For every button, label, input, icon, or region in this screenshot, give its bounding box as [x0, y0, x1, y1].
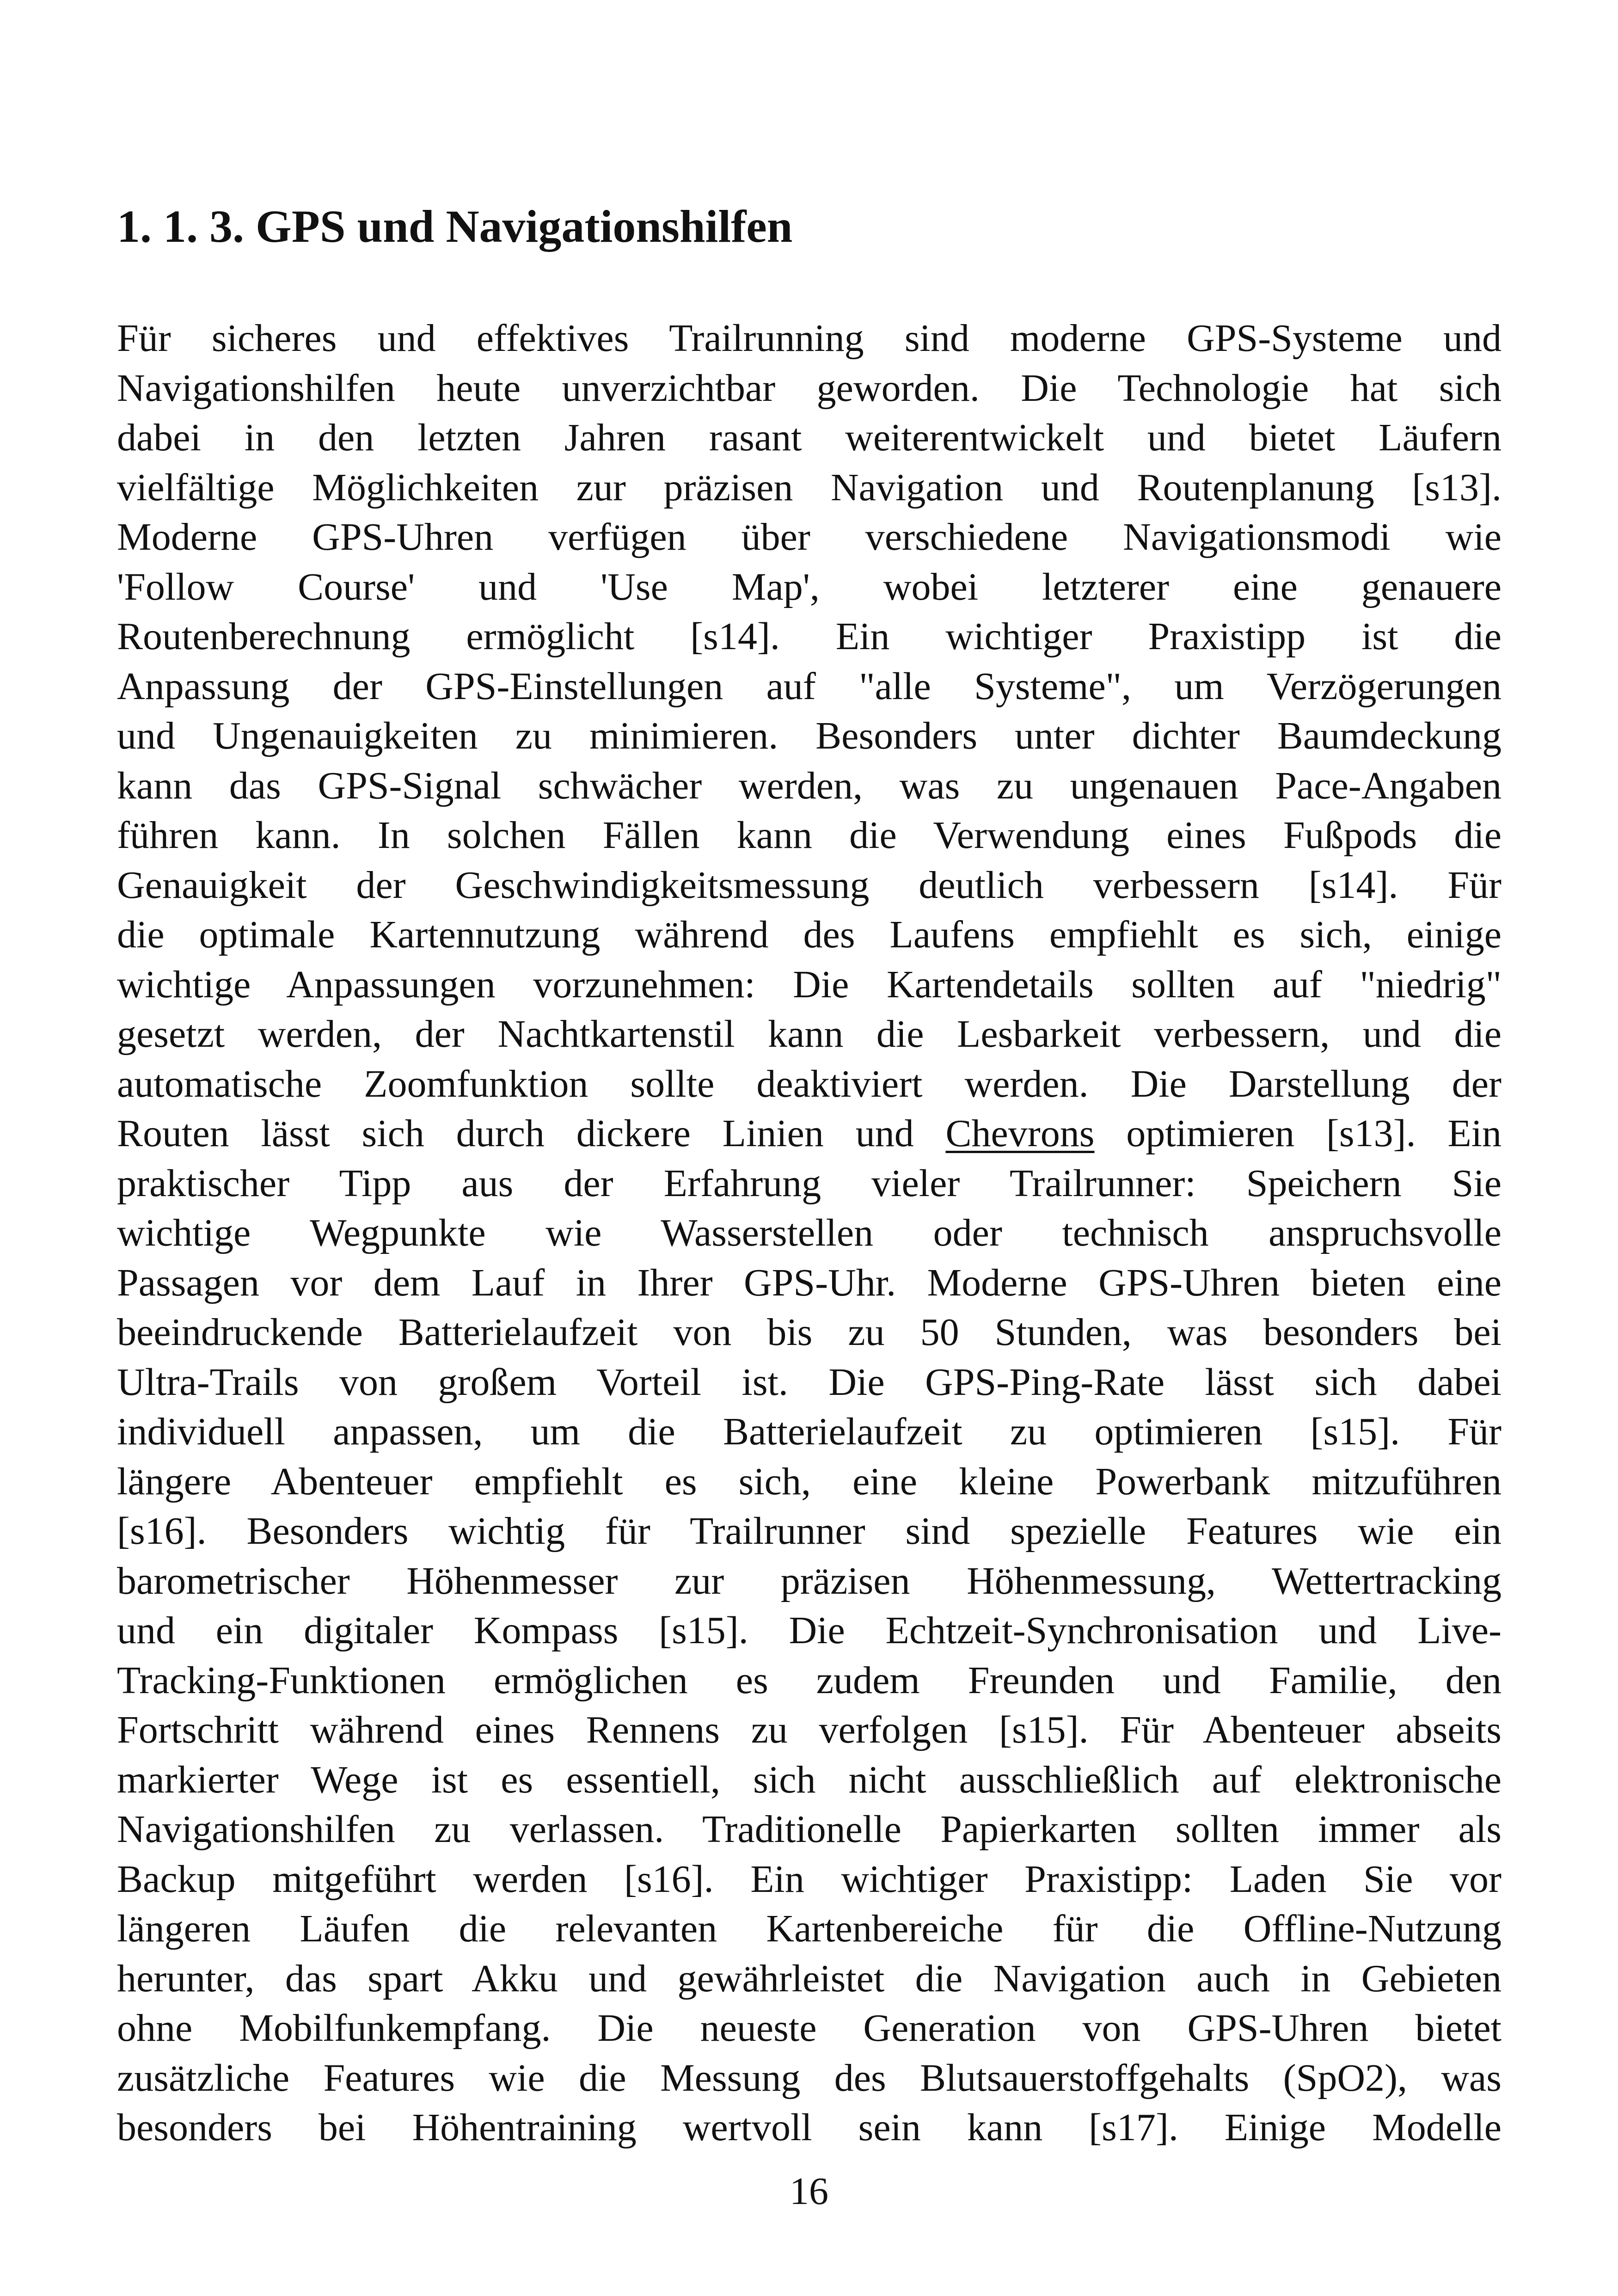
section-heading: 1. 1. 3. GPS und Navigationshilfen	[117, 201, 793, 252]
text-line: Navigationshilfen heute unverzichtbar geworden. Die Technologie hat sich	[117, 366, 1502, 410]
text-line: Genauigkeit der Geschwindigkeitsmessung deutlich verbessern [s14]. Für	[117, 863, 1502, 907]
text-line: die optimale Kartennutzung während des Laufens empfiehlt es sich, einige	[117, 913, 1502, 956]
text-line: Moderne GPS-Uhren verfügen über verschiedene Navigationsmodi wie	[117, 516, 1502, 559]
text-line: Anpassung der GPS-Einstellungen auf "alle Systeme", um Verzögerungen	[117, 664, 1502, 708]
text-line: Passagen vor dem Lauf in Ihrer GPS-Uhr. Moderne GPS-Uhren bieten eine	[117, 1261, 1502, 1304]
text-line: herunter, das spart Akku und gewährleistet die Navigation auch in Gebieten	[117, 1957, 1502, 2000]
text-line: praktischer Tipp aus der Erfahrung vieler Trailrunner: Speichern Sie	[117, 1161, 1502, 1205]
text-line-with-link	[117, 1109, 1502, 1159]
text-line: Backup mitgeführt werden [s16]. Ein wichtiger Praxistipp: Laden Sie vor	[117, 1857, 1502, 1901]
text-line: Für sicheres und effektives Trailrunning sind moderne GPS-Systeme und	[117, 317, 1502, 360]
text-line: zusätzliche Features wie die Messung des Blutsauerstoffgehalts (SpO2), was	[117, 2056, 1502, 2100]
text-line: längeren Läufen die relevanten Kartenbereiche für die Offline-Nutzung	[117, 1907, 1502, 1950]
text-line: barometrischer Höhenmesser zur präzisen Höhenmessung, Wettertracking	[117, 1559, 1502, 1602]
body-paragraph	[117, 313, 1502, 2153]
text-line: 'Follow Course' und 'Use Map', wobei letzterer eine genauere	[117, 565, 1502, 608]
chevrons-link[interactable]: Chevrons	[945, 1112, 1095, 1155]
text-line: individuell anpassen, um die Batterielaufzeit zu optimieren [s15]. Für	[117, 1410, 1502, 1453]
text-segment: Routen lässt sich durch dickere Linien und	[117, 1112, 946, 1155]
text-line: wichtige Wegpunkte wie Wasserstellen oder technisch anspruchsvolle	[117, 1211, 1502, 1254]
text-line: ohne Mobilfunkempfang. Die neueste Generation von GPS-Uhren bietet	[117, 2007, 1502, 2050]
text-line: besonders bei Höhentraining wertvoll sein kann [s17]. Einige Modelle	[117, 2106, 1502, 2149]
text-segment: optimieren [s13]. Ein	[1094, 1112, 1502, 1155]
text-line: kann das GPS-Signal schwächer werden, was zu ungenauen Pace-Angaben	[117, 764, 1502, 807]
text-line: und ein digitaler Kompass [s15]. Die Echtzeit-Synchronisation und Live-	[117, 1609, 1502, 1652]
text-line: gesetzt werden, der Nachtkartenstil kann die Lesbarkeit verbessern, und die	[117, 1013, 1502, 1056]
text-line: Routenberechnung ermöglicht [s14]. Ein wichtiger Praxistipp ist die	[117, 615, 1502, 658]
text-line: vielfältige Möglichkeiten zur präzisen Navigation und Routenplanung [s13].	[117, 466, 1502, 509]
text-line: [s16]. Besonders wichtig für Trailrunner sind spezielle Features wie ein	[117, 1510, 1502, 1553]
text-line: wichtige Anpassungen vorzunehmen: Die Kartendetails sollten auf "niedrig"	[117, 963, 1502, 1006]
text-line: beeindruckende Batterielaufzeit von bis zu 50 Stunden, was besonders bei	[117, 1311, 1502, 1354]
text-line: führen kann. In solchen Fällen kann die Verwendung eines Fußpods die	[117, 814, 1502, 857]
page-number: 16	[790, 2170, 828, 2213]
text-line: Fortschritt während eines Rennens zu verfolgen [s15]. Für Abenteuer abseits	[117, 1708, 1502, 1751]
text-line: markierter Wege ist es essentiell, sich nicht ausschließlich auf elektronische	[117, 1758, 1502, 1801]
text-line: Navigationshilfen zu verlassen. Traditionelle Papierkarten sollten immer als	[117, 1808, 1502, 1851]
text-line: und Ungenauigkeiten zu minimieren. Besonders unter dichter Baumdeckung	[117, 714, 1502, 757]
text-line: automatische Zoomfunktion sollte deaktiviert werden. Die Darstellung der	[117, 1062, 1502, 1105]
text-line: Tracking-Funktionen ermöglichen es zudem Freunden und Familie, den	[117, 1658, 1502, 1702]
text-line: dabei in den letzten Jahren rasant weiterentwickelt und bietet Läufern	[117, 416, 1502, 459]
text-line: Ultra-Trails von großem Vorteil ist. Die GPS-Ping-Rate lässt sich dabei	[117, 1360, 1502, 1404]
text-line: längere Abenteuer empfiehlt es sich, eine kleine Powerbank mitzuführen	[117, 1460, 1502, 1503]
